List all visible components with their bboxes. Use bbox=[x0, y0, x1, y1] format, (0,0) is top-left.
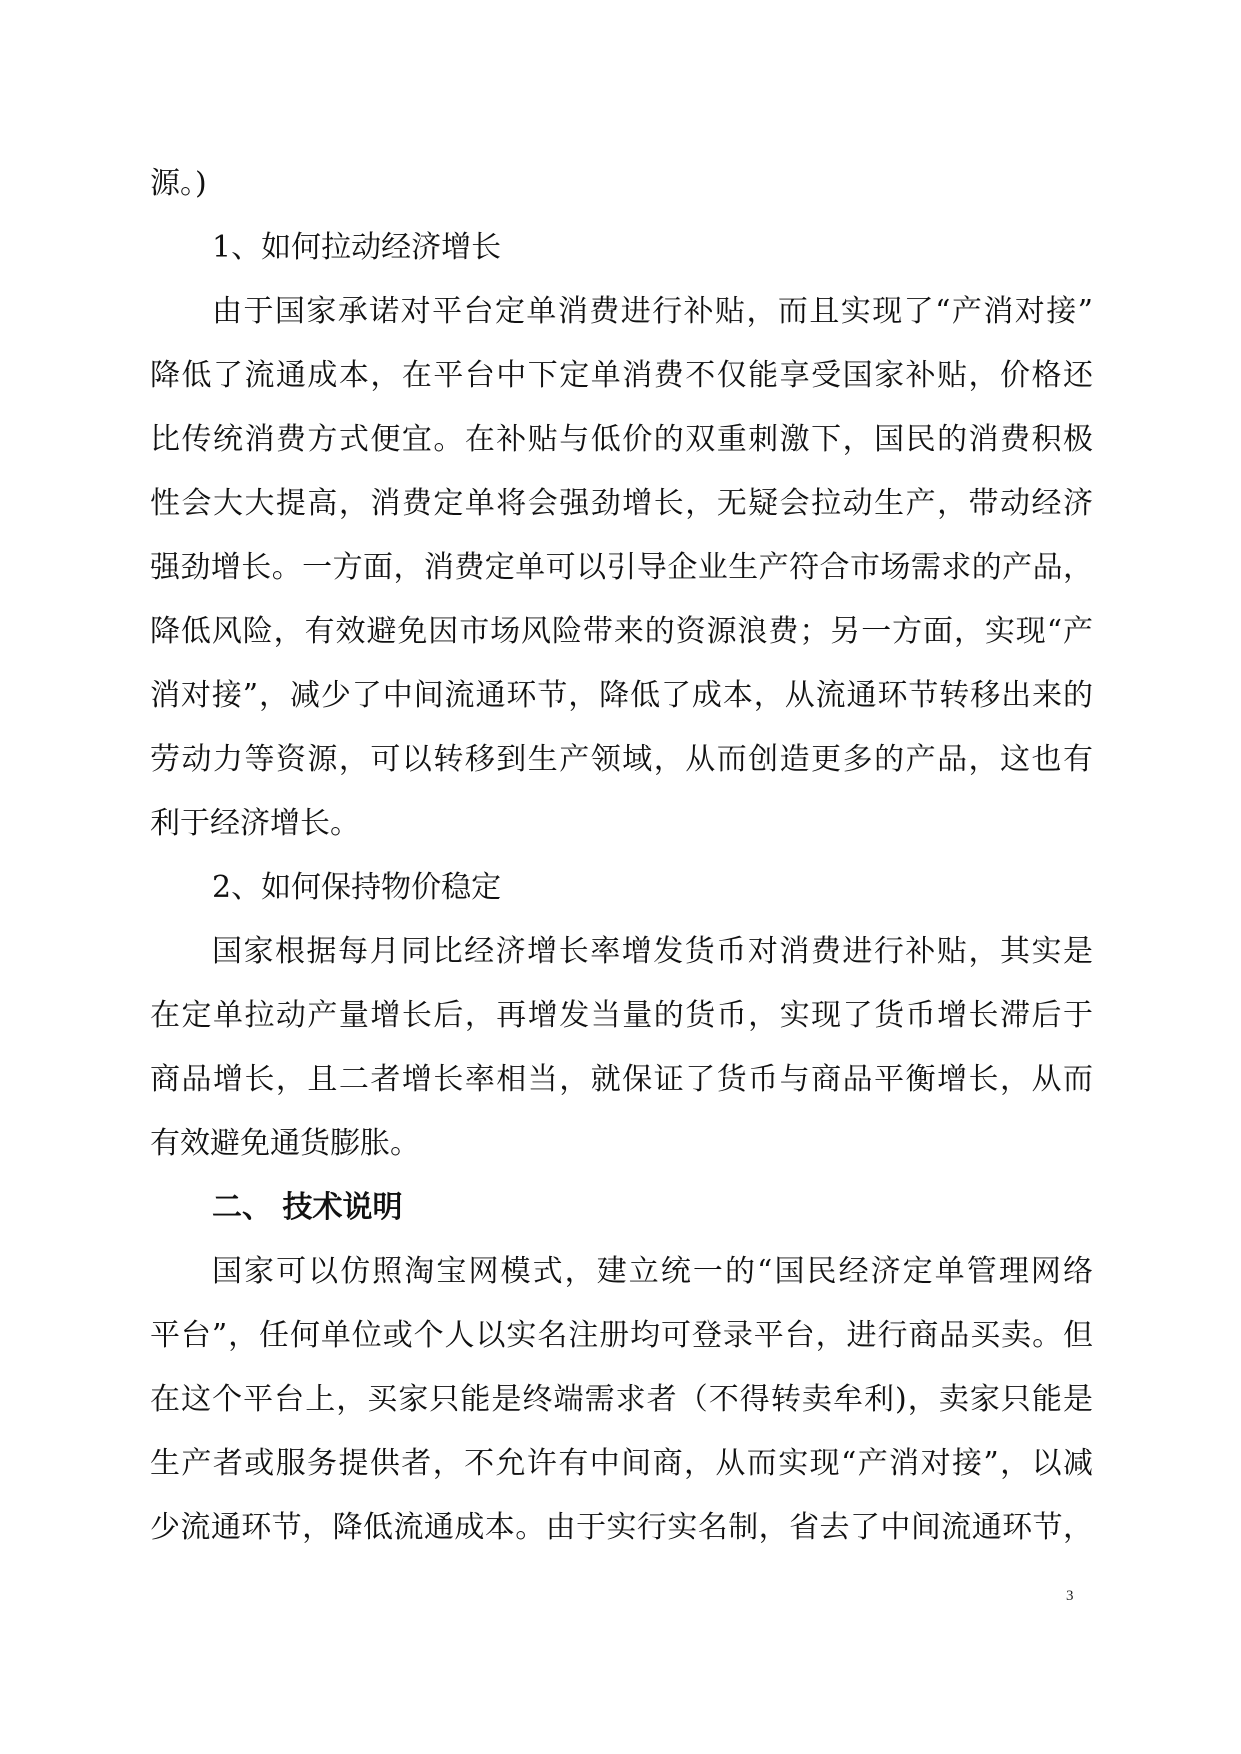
subheading-1: 1、如何拉动经济增长 bbox=[212, 230, 502, 265]
paragraph-2-line: 商品增长，且二者增长率相当，就保证了货币与商品平衡增长，从而 bbox=[150, 1062, 1093, 1097]
section-heading: 二、 技术说明 bbox=[212, 1190, 403, 1225]
paragraph-3-line: 国家可以仿照淘宝网模式，建立统一的“国民经济定单管理网络 bbox=[212, 1254, 1093, 1289]
paragraph-2-line: 有效避免通货膨胀。 bbox=[150, 1126, 420, 1161]
paragraph-1-line: 强劲增长。一方面，消费定单可以引导企业生产符合市场需求的产品， bbox=[150, 550, 1093, 585]
paragraph-3-line: 生产者或服务提供者，不允许有中间商，从而实现“产消对接”，以减 bbox=[150, 1446, 1093, 1481]
paragraph-3-line: 平台”，任何单位或个人以实名注册均可登录平台，进行商品买卖。但 bbox=[150, 1318, 1093, 1353]
paragraph-1-line: 消对接”，减少了中间流通环节，降低了成本，从流通环节转移出来的 bbox=[150, 678, 1093, 713]
subheading-2: 2、如何保持物价稳定 bbox=[212, 870, 502, 905]
paragraph-3-line: 在这个平台上，买家只能是终端需求者（不得转卖牟利)，卖家只能是 bbox=[150, 1382, 1093, 1417]
document-body bbox=[150, 152, 1093, 1560]
text-line: 源。) bbox=[150, 166, 207, 201]
paragraph-1-line: 降低了流通成本，在平台中下定单消费不仅能享受国家补贴，价格还 bbox=[150, 358, 1093, 393]
paragraph-1-line: 劳动力等资源，可以转移到生产领域，从而创造更多的产品，这也有 bbox=[150, 742, 1093, 777]
paragraph-3-line: 少流通环节，降低流通成本。由于实行实名制，省去了中间流通环节， bbox=[150, 1510, 1093, 1545]
paragraph-1-line: 由于国家承诺对平台定单消费进行补贴，而且实现了“产消对接” bbox=[212, 294, 1093, 329]
page-number: 3 bbox=[1066, 1588, 1074, 1604]
paragraph-1-line: 比传统消费方式便宜。在补贴与低价的双重刺激下，国民的消费积极 bbox=[150, 422, 1093, 457]
paragraph-2-line: 国家根据每月同比经济增长率增发货币对消费进行补贴，其实是 bbox=[212, 934, 1093, 969]
paragraph-1-line: 降低风险，有效避免因市场风险带来的资源浪费；另一方面，实现“产 bbox=[150, 614, 1093, 649]
paragraph-2-line: 在定单拉动产量增长后，再增发当量的货币，实现了货币增长滞后于 bbox=[150, 998, 1093, 1033]
paragraph-1-line: 性会大大提高，消费定单将会强劲增长，无疑会拉动生产，带动经济 bbox=[150, 486, 1093, 521]
paragraph-1-line: 利于经济增长。 bbox=[150, 806, 360, 841]
